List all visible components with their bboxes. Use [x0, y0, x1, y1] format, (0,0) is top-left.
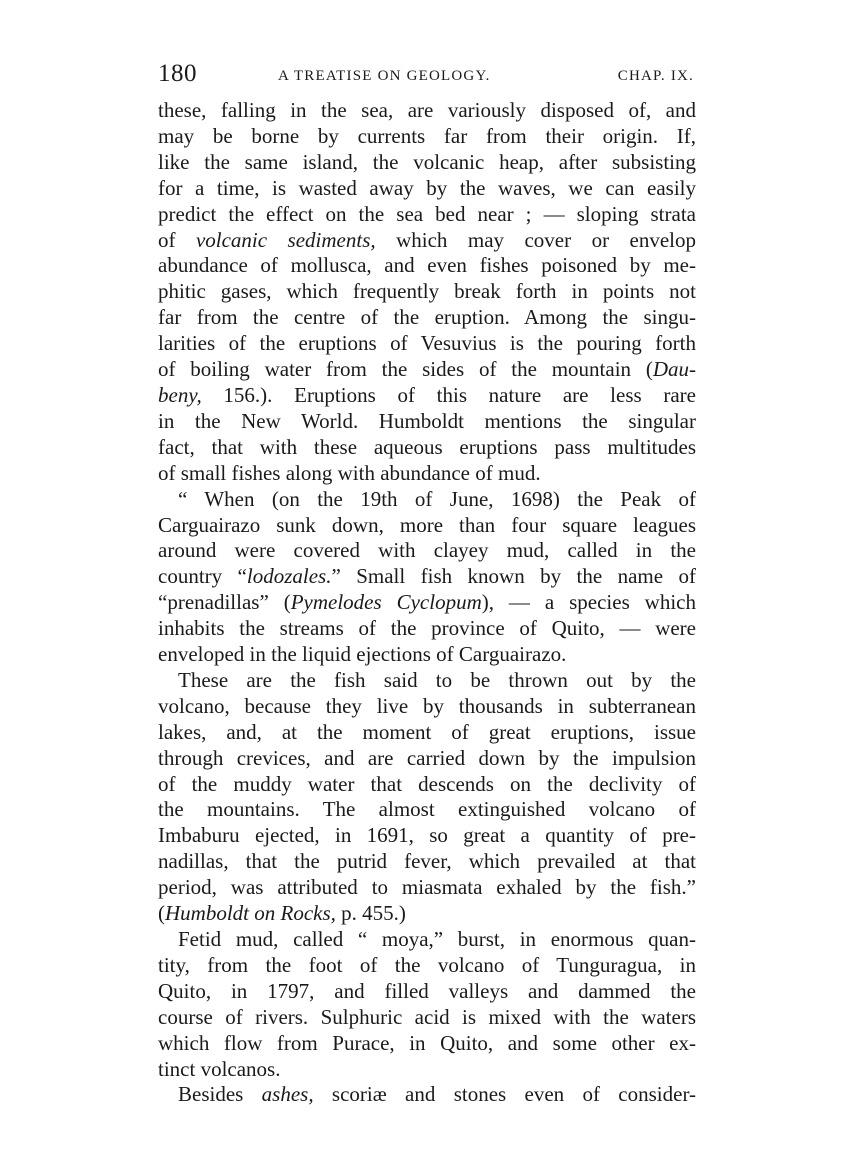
- text-line: [158, 228, 696, 254]
- text-line: [158, 305, 696, 331]
- text-run: phitic gases, which frequently break forth in points not: [158, 279, 696, 304]
- text-line: [158, 124, 696, 150]
- text-run: “prenadillas” (: [158, 590, 291, 615]
- italic-text: lodozales.: [246, 564, 332, 589]
- text-run: far from the centre of the eruption. Among the singu-: [158, 305, 696, 330]
- text-line: [158, 98, 696, 124]
- text-run: tinct volcanos.: [158, 1056, 281, 1081]
- text-run: (: [158, 901, 165, 926]
- text-line: [158, 202, 696, 228]
- text-run: of the muddy water that descends on the declivity of: [158, 771, 696, 796]
- text-line: [158, 357, 696, 383]
- text-line: [158, 1057, 696, 1083]
- text-line: [158, 513, 696, 539]
- text-line: [158, 279, 696, 305]
- text-line: [158, 176, 696, 202]
- text-run: in the New World. Humboldt mentions the singular: [158, 408, 696, 433]
- book-page: [158, 58, 696, 1108]
- running-title: A TREATISE ON GEOLOGY.: [278, 68, 491, 84]
- text-line: [158, 979, 696, 1005]
- text-run: period, was attributed to miasmata exhaled by the fish.”: [158, 875, 696, 900]
- text-run: through crevices, and are carried down by the impulsion: [158, 745, 696, 770]
- text-line: [158, 875, 696, 901]
- body-text: [158, 98, 696, 1108]
- text-run: abundance of mollusca, and even fishes poisoned by me-: [158, 253, 696, 278]
- text-run: around were covered with clayey mud, called in the: [158, 538, 696, 563]
- text-line: [158, 746, 696, 772]
- italic-text: Humboldt on Rocks,: [165, 901, 336, 926]
- text-run: ), — a species which: [481, 590, 696, 615]
- text-run: larities of the eruptions of Vesuvius is the pouring forth: [158, 331, 696, 356]
- text-line: [158, 927, 696, 953]
- text-run: Besides: [178, 1082, 262, 1107]
- text-line: [158, 797, 696, 823]
- text-line: [158, 668, 696, 694]
- text-line: [158, 435, 696, 461]
- text-line: [158, 538, 696, 564]
- text-run: which flow from Purace, in Quito, and some other ex-: [158, 1030, 696, 1055]
- text-run: predict the effect on the sea bed near ; — sloping strata: [158, 201, 696, 226]
- running-head: [158, 58, 696, 98]
- text-line: [158, 1005, 696, 1031]
- text-line: [158, 823, 696, 849]
- text-line: [158, 461, 696, 487]
- text-run: Carguairazo sunk down, more than four square leagues: [158, 512, 696, 537]
- text-run: volcano, because they live by thousands in subterranean: [158, 693, 696, 718]
- italic-text: ashes,: [261, 1082, 314, 1107]
- italic-text: beny,: [158, 382, 202, 407]
- text-line: [158, 383, 696, 409]
- text-line: [158, 642, 696, 668]
- page-number: 180: [158, 60, 197, 87]
- text-run: scoriæ and stones even of consider-: [313, 1082, 697, 1107]
- text-line: [158, 331, 696, 357]
- text-run: for a time, is wasted away by the waves, we can easily: [158, 175, 696, 200]
- text-run: of small fishes along with abundance of mud.: [158, 460, 541, 485]
- text-line: [158, 564, 696, 590]
- text-run: may be borne by currents far from their origin. If,: [158, 123, 696, 148]
- text-run: 156.). Eruptions of this nature are less rare: [201, 382, 696, 407]
- text-run: “ When (on the 19th of June, 1698) the Peak of: [178, 486, 696, 511]
- text-run: country “: [158, 564, 247, 589]
- text-line: [158, 150, 696, 176]
- text-line: [158, 694, 696, 720]
- text-run: which may cover or envelop: [375, 227, 696, 252]
- text-line: [158, 772, 696, 798]
- text-run: lakes, and, at the moment of great eruptions, issue: [158, 719, 696, 744]
- text-run: of: [158, 227, 196, 252]
- text-line: [158, 590, 696, 616]
- italic-text: volcanic sediments,: [195, 227, 376, 252]
- text-run: nadillas, that the putrid fever, which prevailed at that: [158, 849, 696, 874]
- text-run: inhabits the streams of the province of Quito, — were: [158, 616, 696, 641]
- text-line: [158, 720, 696, 746]
- chapter-label: CHAP. IX.: [617, 68, 694, 84]
- italic-text: Dau-: [652, 357, 696, 382]
- text-run: tity, from the foot of the volcano of Tunguragua, in: [158, 952, 696, 977]
- text-run: Imbaburu ejected, in 1691, so great a quantity of pre-: [158, 823, 696, 848]
- text-line: [158, 901, 696, 927]
- text-run: course of rivers. Sulphuric acid is mixed with the waters: [158, 1004, 696, 1029]
- text-line: [158, 1031, 696, 1057]
- text-run: ” Small fish known by the name of: [331, 564, 696, 589]
- text-run: fact, that with these aqueous eruptions pass multitudes: [158, 434, 696, 459]
- text-run: these, falling in the sea, are variously disposed of, and: [158, 98, 696, 122]
- text-line: [158, 253, 696, 279]
- text-line: [158, 487, 696, 513]
- text-run: of boiling water from the sides of the mountain (: [158, 357, 653, 382]
- text-run: the mountains. The almost extinguished volcano of: [158, 797, 696, 822]
- text-line: [158, 953, 696, 979]
- text-line: [158, 849, 696, 875]
- text-line: [158, 1082, 696, 1108]
- text-run: Quito, in 1797, and filled valleys and dammed the: [158, 978, 696, 1003]
- text-run: Fetid mud, called “ moya,” burst, in enormous quan-: [178, 927, 696, 951]
- text-run: enveloped in the liquid ejections of Carguairazo.: [158, 642, 567, 667]
- text-line: [158, 409, 696, 435]
- text-line: [158, 616, 696, 642]
- text-run: These are the fish said to be thrown out by the: [178, 667, 696, 692]
- italic-text: Pymelodes Cyclopum: [290, 590, 482, 615]
- text-run: p. 455.): [335, 901, 406, 926]
- text-run: like the same island, the volcanic heap, after subsisting: [158, 149, 696, 174]
